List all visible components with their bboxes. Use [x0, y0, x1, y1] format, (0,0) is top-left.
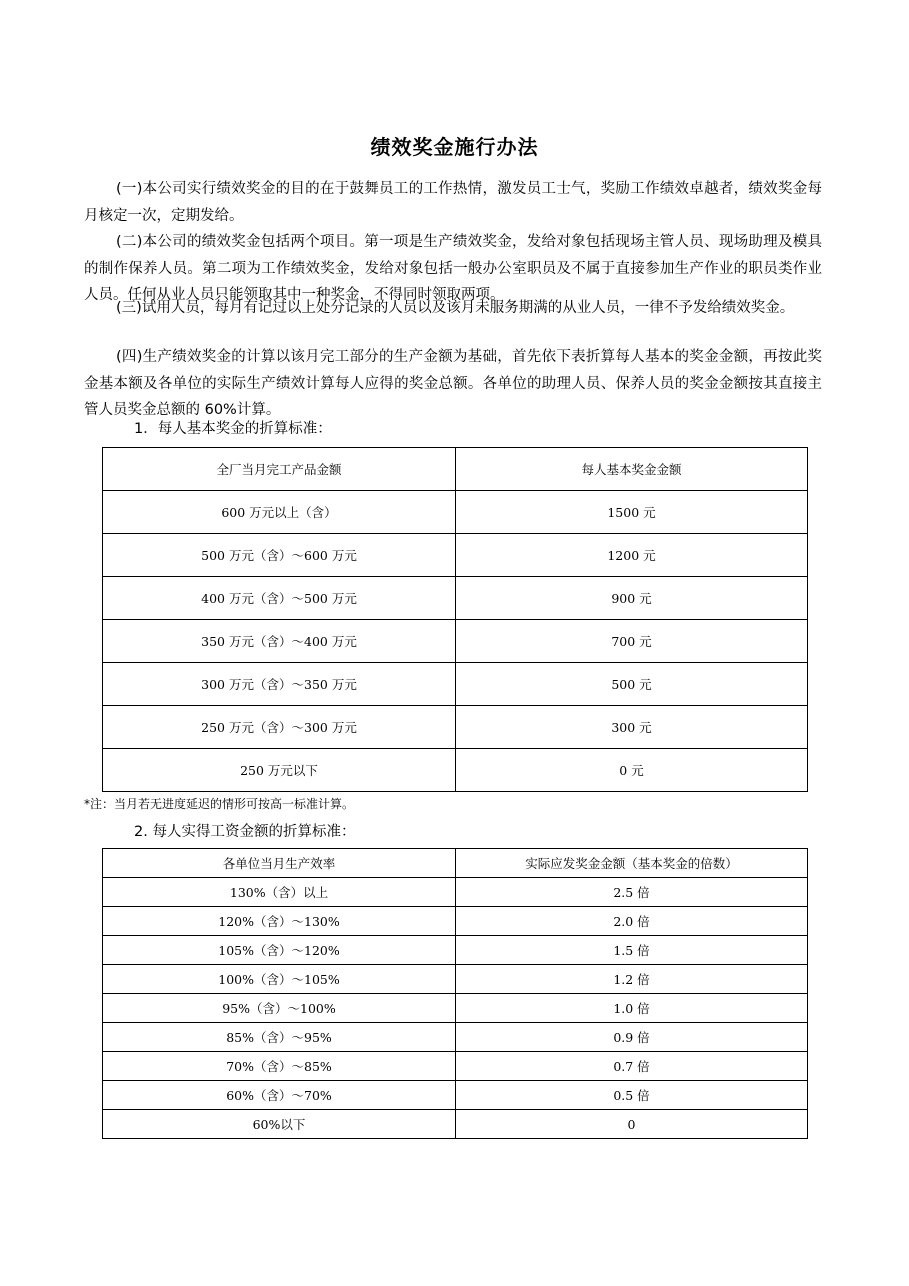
basic-bonus-table: [102, 447, 808, 792]
table-cell: 0.5 倍: [456, 1081, 808, 1110]
table-row: [103, 965, 808, 994]
table-cell: 100%（含）～105%: [103, 965, 456, 994]
table-row: [103, 749, 808, 792]
table-cell: 85%（含）～95%: [103, 1023, 456, 1052]
table-row: [103, 1023, 808, 1052]
table-cell: 120%（含）～130%: [103, 907, 456, 936]
section-1-heading: 1．每人基本奖金的折算标准：: [134, 421, 332, 437]
table-row: [103, 706, 808, 749]
document-title: 绩效奖金施行办法: [370, 135, 539, 159]
efficiency-multiplier-table: [102, 848, 808, 1139]
table-cell: 2.0 倍: [456, 907, 808, 936]
table-row: [103, 491, 808, 534]
table-cell: 600 万元以上（含）: [103, 491, 456, 534]
table-cell: 700 元: [456, 620, 808, 663]
table-row: [103, 1052, 808, 1081]
table-cell: 1200 元: [456, 534, 808, 577]
table-cell: 130%（含）以上: [103, 878, 456, 907]
table-cell: 250 万元（含）～300 万元: [103, 706, 456, 749]
table-row: [103, 577, 808, 620]
table-cell: 350 万元（含）～400 万元: [103, 620, 456, 663]
table-row: [103, 534, 808, 577]
table-row: [103, 620, 808, 663]
column-header: 实际应发奖金金额（基本奖金的倍数）: [456, 849, 808, 878]
table-cell: 300 万元（含）～350 万元: [103, 663, 456, 706]
table-cell: 500 万元（含）～600 万元: [103, 534, 456, 577]
table-cell: 400 万元（含）～500 万元: [103, 577, 456, 620]
table-cell: 1500 元: [456, 491, 808, 534]
section-2-heading: 2. 每人实得工资金额的折算标准：: [134, 824, 356, 840]
table-row: [103, 1110, 808, 1139]
table-row: [103, 936, 808, 965]
paragraph-4: (四)生产绩效奖金的计算以该月完工部分的生产金额为基础，首先依下表折算每人基本的奖金金额，再按此奖金基本额及各单位的实际生产绩效计算每人应得的奖金总额。各单位的助理人员、保养人员的奖金金额按其直接主管人员奖金总额的 60%计算。: [84, 349, 822, 418]
paragraph-1: (一)本公司实行绩效奖金的目的在于鼓舞员工的工作热情，激发员工士气，奖励工作绩效卓越者，绩效奖金每月核定一次，定期发给。: [84, 181, 822, 224]
table-row: [103, 663, 808, 706]
table-cell: 60%以下: [103, 1110, 456, 1139]
table-row: [103, 994, 808, 1023]
table-cell: 300 元: [456, 706, 808, 749]
table-cell: 900 元: [456, 577, 808, 620]
table-cell: 0: [456, 1110, 808, 1139]
column-header: 各单位当月生产效率: [103, 849, 456, 878]
table-header-row: [103, 448, 808, 491]
table-row: [103, 878, 808, 907]
paragraph-2: (二)本公司的绩效奖金包括两个项目。第一项是生产绩效奖金，发给对象包括现场主管人员、现场助理及模具的制作保养人员。第二项为工作绩效奖金，发给对象包括一般办公室职员及不属于直接参加生产作业的职员类作业人员。任何从业人员只能领取其中一种奖金，不得同时领取两项。: [84, 234, 822, 303]
table-header-row: [103, 849, 808, 878]
table-cell: 0.7 倍: [456, 1052, 808, 1081]
table-cell: 2.5 倍: [456, 878, 808, 907]
table-cell: 70%（含）～85%: [103, 1052, 456, 1081]
column-header: 全厂当月完工产品金额: [103, 448, 456, 491]
table-cell: 95%（含）～100%: [103, 994, 456, 1023]
table-cell: 60%（含）～70%: [103, 1081, 456, 1110]
table-cell: 0.9 倍: [456, 1023, 808, 1052]
table-cell: 500 元: [456, 663, 808, 706]
table-cell: 1.0 倍: [456, 994, 808, 1023]
table-row: [103, 907, 808, 936]
table-row: [103, 1081, 808, 1110]
table-cell: 1.5 倍: [456, 936, 808, 965]
column-header: 每人基本奖金金额: [456, 448, 808, 491]
table-cell: 105%（含）～120%: [103, 936, 456, 965]
table-note: *注：当月若无进度延迟的情形可按高一标准计算。: [84, 797, 355, 811]
paragraph-3: (三)试用人员，每月有记过以上处分记录的人员以及该月未服务期满的从业人员，一律不予发给绩效奖金。: [116, 300, 795, 316]
table-cell: 0 元: [456, 749, 808, 792]
table-cell: 1.2 倍: [456, 965, 808, 994]
table-cell: 250 万元以下: [103, 749, 456, 792]
